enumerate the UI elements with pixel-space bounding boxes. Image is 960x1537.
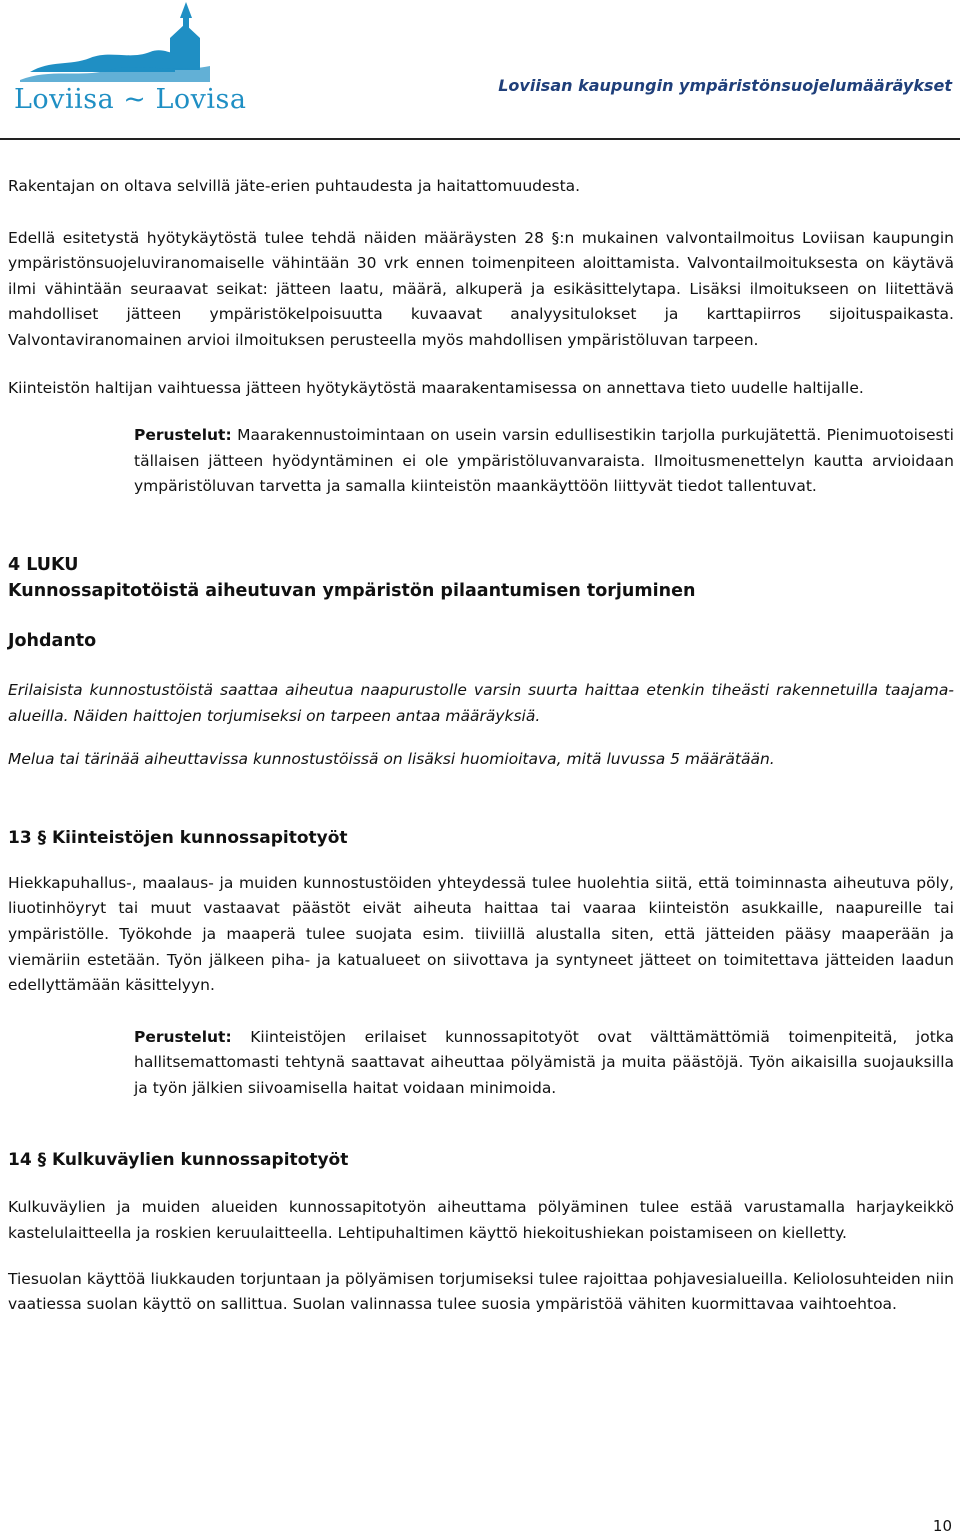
intro-paragraph: Melua tai tärinää aiheuttavissa kunnostustöissä on lisäksi huomioitava, mitä luvussa 5 määrätään. [8, 750, 775, 769]
document-title: Loviisan kaupungin ympäristönsuojelumääräykset [498, 76, 952, 95]
chapter-number: 4 LUKU [8, 554, 79, 575]
paragraph: Rakentajan on oltava selvillä jäte-erien puhtaudesta ja haitattomuudesta. [8, 177, 581, 195]
intro-heading: Johdanto [8, 630, 97, 651]
rationale-text: Maarakennustoimintaan on usein varsin edullisestikin tarjolla purkujätettä. Pienimuotoisesti tällaisen jätteen hyödyntäminen ei ole ympäristöluvanvaraista. Ilmoitusmenettelyn kautta arvioidaan ympäristöluvan tarvetta ja samalla kiinteistön maankäyttöön liittyvät tiedot tallentuvat. [134, 426, 954, 496]
paragraph: Kiinteistön haltijan vaihtuessa jätteen hyötykäytöstä maarakentamisessa on annettava tieto uudelle haltijalle. [8, 378, 864, 397]
intro-paragraph: Erilaisista kunnostustöistä saattaa aiheutua naapurustolle varsin suurta haittaa etenkin tiheästi rakennetuilla taajama-alueilla. Näiden haittojen torjumiseksi on tarpeen antaa määräyksiä. [8, 680, 954, 725]
section-13-heading: 13 § Kiinteistöjen kunnossapitotyöt [8, 827, 348, 848]
document-body [8, 174, 954, 1318]
header-divider [0, 138, 960, 140]
logo-wordmark: Loviisa ~ Lovisa [14, 84, 247, 115]
rationale-paragraph [134, 1025, 954, 1102]
rationale-paragraph [134, 423, 954, 500]
page-number: 10 [932, 1517, 952, 1535]
page-header [0, 0, 960, 150]
rationale-text: Kiinteistöjen erilaiset kunnossapitotyöt ovat välttämättömiä toimenpiteitä, jotka hallitsemattomasti tehtynä saattavat aiheuttaa pölyämistä ja muita päästöjä. Työn aikaisilla suojauksilla ja työn jälkien siivoamisella haitat voidaan minimoida. [134, 1027, 954, 1097]
paragraph: Hiekkapuhallus-, maalaus- ja muiden kunnostustöiden yhteydessä tulee huolehtia siitä, että toiminnasta aiheutuva pöly, liuotinhöyryt tai muut vastaavat päästöt eivät aiheuta haittaa tai vaaraa kiinteistön asukkaille, naapureille tai ympäristölle. Työkohde ja maaperä tulee suojata esim. tiiviillä alustalla siten, että jätteiden pääsy maaperään ja viemäriin estetään. Työn jälkeen piha- ja katualueet on siivottava ja syntyneet jätteet on toimitettava jätteiden laadun edellyttämään käsittelyyn. [8, 873, 954, 995]
rationale-label: Perustelut: [134, 1027, 232, 1046]
rationale-label: Perustelut: [134, 426, 232, 445]
paragraph: Kulkuväylien ja muiden alueiden kunnossapitotyön aiheuttama pölyäminen tulee estää varustamalla harjaykeikkö kastelulaitteella ja roskien keruulaitteella. Lehtipuhaltimen käyttö hiekoitushiekan poistamiseen on kielletty. [8, 1198, 954, 1243]
paragraph: Tiesuolan käyttöä liukkauden torjuntaan ja pölyämisen torjumiseksi tulee rajoittaa pohjavesialueilla. Keliolosuhteiden niin vaatiessa suolan käyttö on sallittua. Suolan valinnassa tulee suosia ympäristöä vähiten kuormittavaa vaihtoehtoa. [8, 1269, 954, 1314]
chapter-title: Kunnossapitotöistä aiheutuvan ympäristön pilaantumisen torjuminen [8, 580, 696, 601]
section-14-heading: 14 § Kulkuväylien kunnossapitotyöt [8, 1150, 349, 1171]
paragraph: Edellä esitetystä hyötykäytöstä tulee tehdä näiden määräysten 28 §:n mukainen valvontailmoitus Loviisan kaupungin ympäristönsuojeluviranomaiselle vähintään 30 vrk ennen toimenpiteen aloittamista. Valvontailmoituksesta on käytävä ilmi vähintään seuraavat seikat: jätteen laatu, määrä, alkuperä ja esikäsittelytapa. Lisäksi ilmoitukseen on liitettävä mahdolliset jätteen ympäristökelpoisuutta kuvaavat analyysitulokset ja karttapiirros sijoituspaikasta. Valvontaviranomainen arvioi ilmoituksen perusteella myös mahdollisen ympäristöluvan tarpeen. [8, 228, 954, 349]
